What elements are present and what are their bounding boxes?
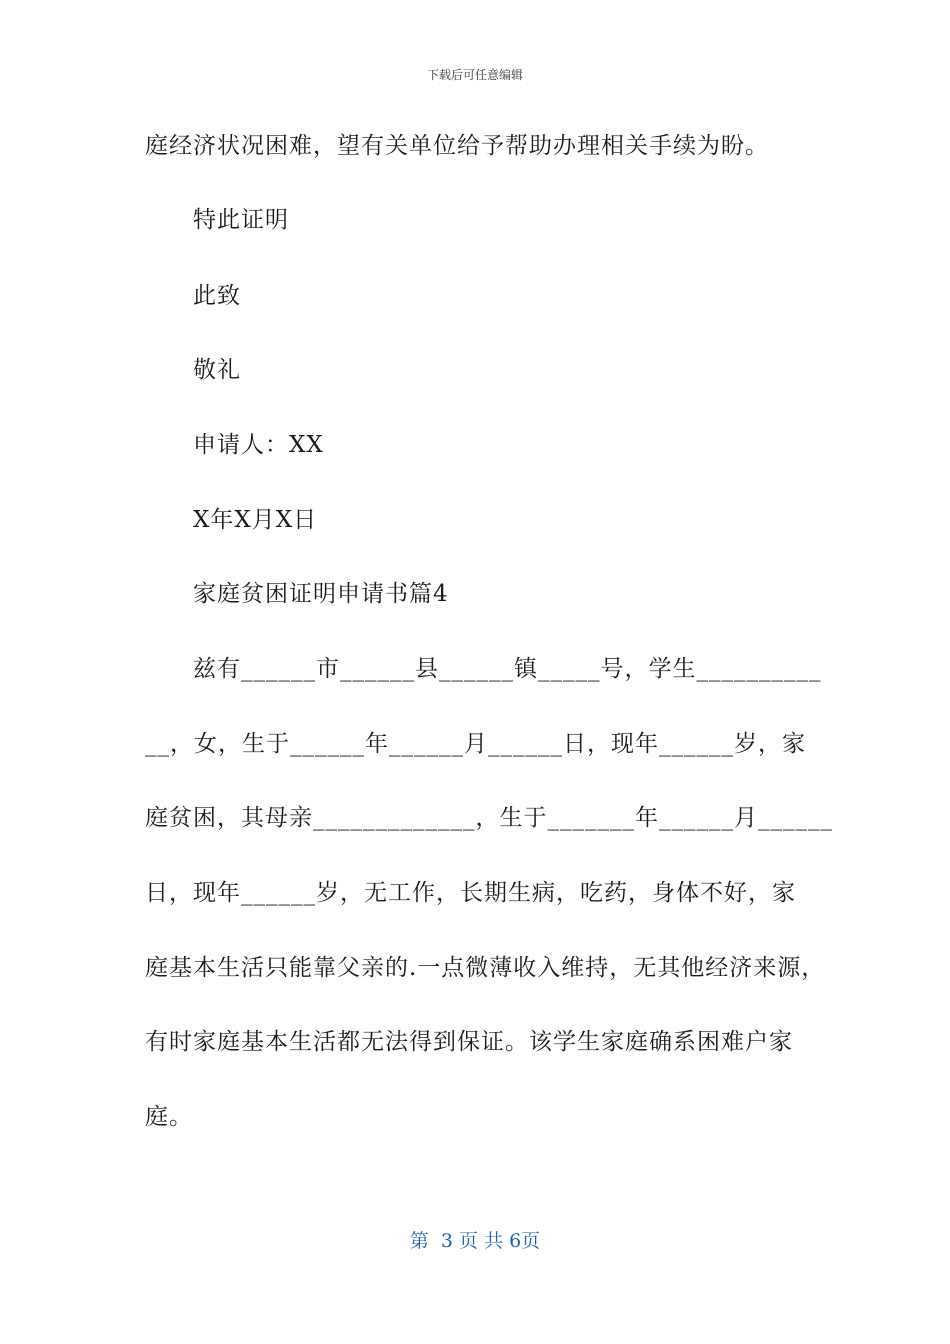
paragraph-line: 日，现年______岁，无工作，长期生病，吃药，身体不好，家: [145, 880, 796, 906]
paragraph-line: 庭。: [145, 1104, 193, 1130]
paragraph-line: 此致: [193, 283, 241, 309]
paragraph-line: 敬礼: [193, 357, 241, 383]
section-title: 家庭贫困证明申请书篇4: [193, 581, 449, 607]
signature-line: 申请人：XX: [193, 432, 324, 458]
date-line: X年X月X日: [193, 507, 318, 533]
paragraph-line: 有时家庭基本生活都无法得到保证。该学生家庭确系困难户家: [145, 1029, 793, 1055]
page-header: 下载后可任意编辑: [426, 68, 523, 82]
paragraph-line: 庭基本生活只能靠父亲的.一点微薄收入维持，无其他经济来源，: [145, 955, 826, 981]
paragraph-line: 庭贫困，其母亲_____________，生于_______年______月______: [145, 805, 833, 831]
paragraph-line: 特此证明: [193, 207, 289, 233]
paragraph-line: 兹有______市______县______镇_____号，学生__________: [193, 656, 822, 682]
page-number: 第 3 页 共 6页: [409, 1230, 541, 1252]
paragraph-line: __，女，生于______年______月______日，现年______岁，家: [145, 731, 806, 757]
paragraph-line: 庭经济状况困难，望有关单位给予帮助办理相关手续为盼。: [145, 133, 769, 159]
